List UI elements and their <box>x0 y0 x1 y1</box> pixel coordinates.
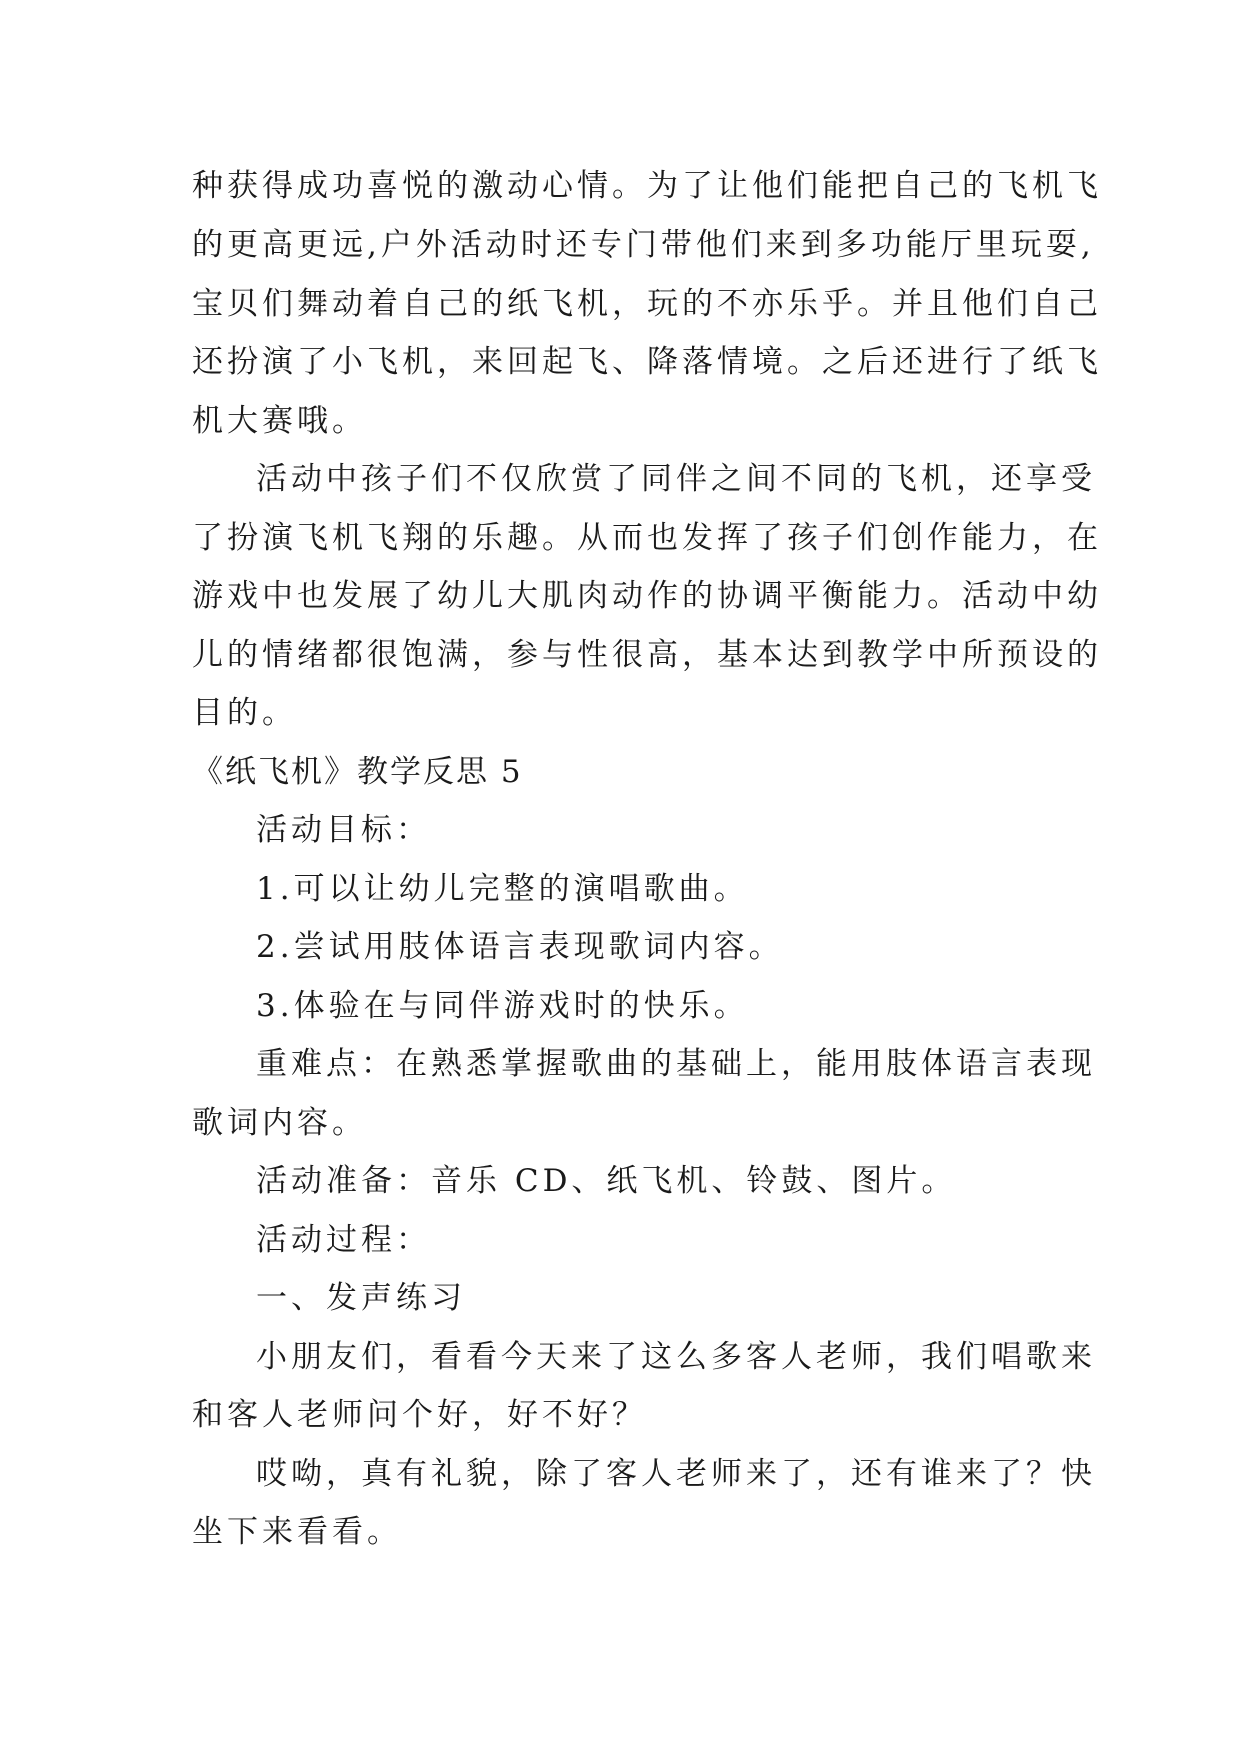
list-item: 3.体验在与同伴游戏时的快乐。 <box>256 988 749 1024</box>
list-item: 2.尝试用肢体语言表现歌词内容。 <box>256 929 784 965</box>
paragraph-line: 活动目标： <box>256 812 431 848</box>
paragraph-line: 小朋友们，看看今天来了这么多客人老师，我们唱歌来 <box>256 1339 1096 1375</box>
paragraph-line: 还扮演了小飞机，来回起飞、降落情境。之后还进行了纸飞 <box>192 344 1102 380</box>
paragraph-line: 儿的情绪都很饱满，参与性很高，基本达到教学中所预设的 <box>192 637 1102 673</box>
paragraph-line: 歌词内容。 <box>192 1105 367 1141</box>
paragraph-line: 游戏中也发展了幼儿大肌肉动作的协调平衡能力。活动中幼 <box>192 578 1102 614</box>
paragraph-line: 的更高更远,户外活动时还专门带他们来到多功能厅里玩耍, <box>192 227 1095 263</box>
paragraph-line: 活动过程： <box>256 1222 431 1258</box>
paragraph-line: 重难点：在熟悉掌握歌曲的基础上，能用肢体语言表现 <box>256 1046 1096 1082</box>
paragraph-line: 目的。 <box>192 695 297 731</box>
paragraph-line: 活动中孩子们不仅欣赏了同伴之间不同的飞机，还享受 <box>256 461 1096 497</box>
paragraph-line: 活动准备：音乐 CD、纸飞机、铃鼓、图片。 <box>256 1163 957 1199</box>
list-item: 1.可以让幼儿完整的演唱歌曲。 <box>256 871 749 907</box>
paragraph-line: 哎呦，真有礼貌，除了客人老师来了，还有谁来了？快 <box>256 1456 1096 1492</box>
section-heading: 《纸飞机》教学反思 5 <box>192 754 523 790</box>
paragraph-line: 一、发声练习 <box>256 1280 466 1316</box>
paragraph-line: 机大赛哦。 <box>192 403 367 439</box>
paragraph-line: 和客人老师问个好，好不好？ <box>192 1397 647 1433</box>
paragraph-line: 坐下来看看。 <box>192 1514 402 1550</box>
paragraph-line: 种获得成功喜悦的激动心情。为了让他们能把自己的飞机飞 <box>192 168 1102 204</box>
paragraph-line: 了扮演飞机飞翔的乐趣。从而也发挥了孩子们创作能力，在 <box>192 520 1102 556</box>
paragraph-line: 宝贝们舞动着自己的纸飞机，玩的不亦乐乎。并且他们自己 <box>192 286 1102 322</box>
